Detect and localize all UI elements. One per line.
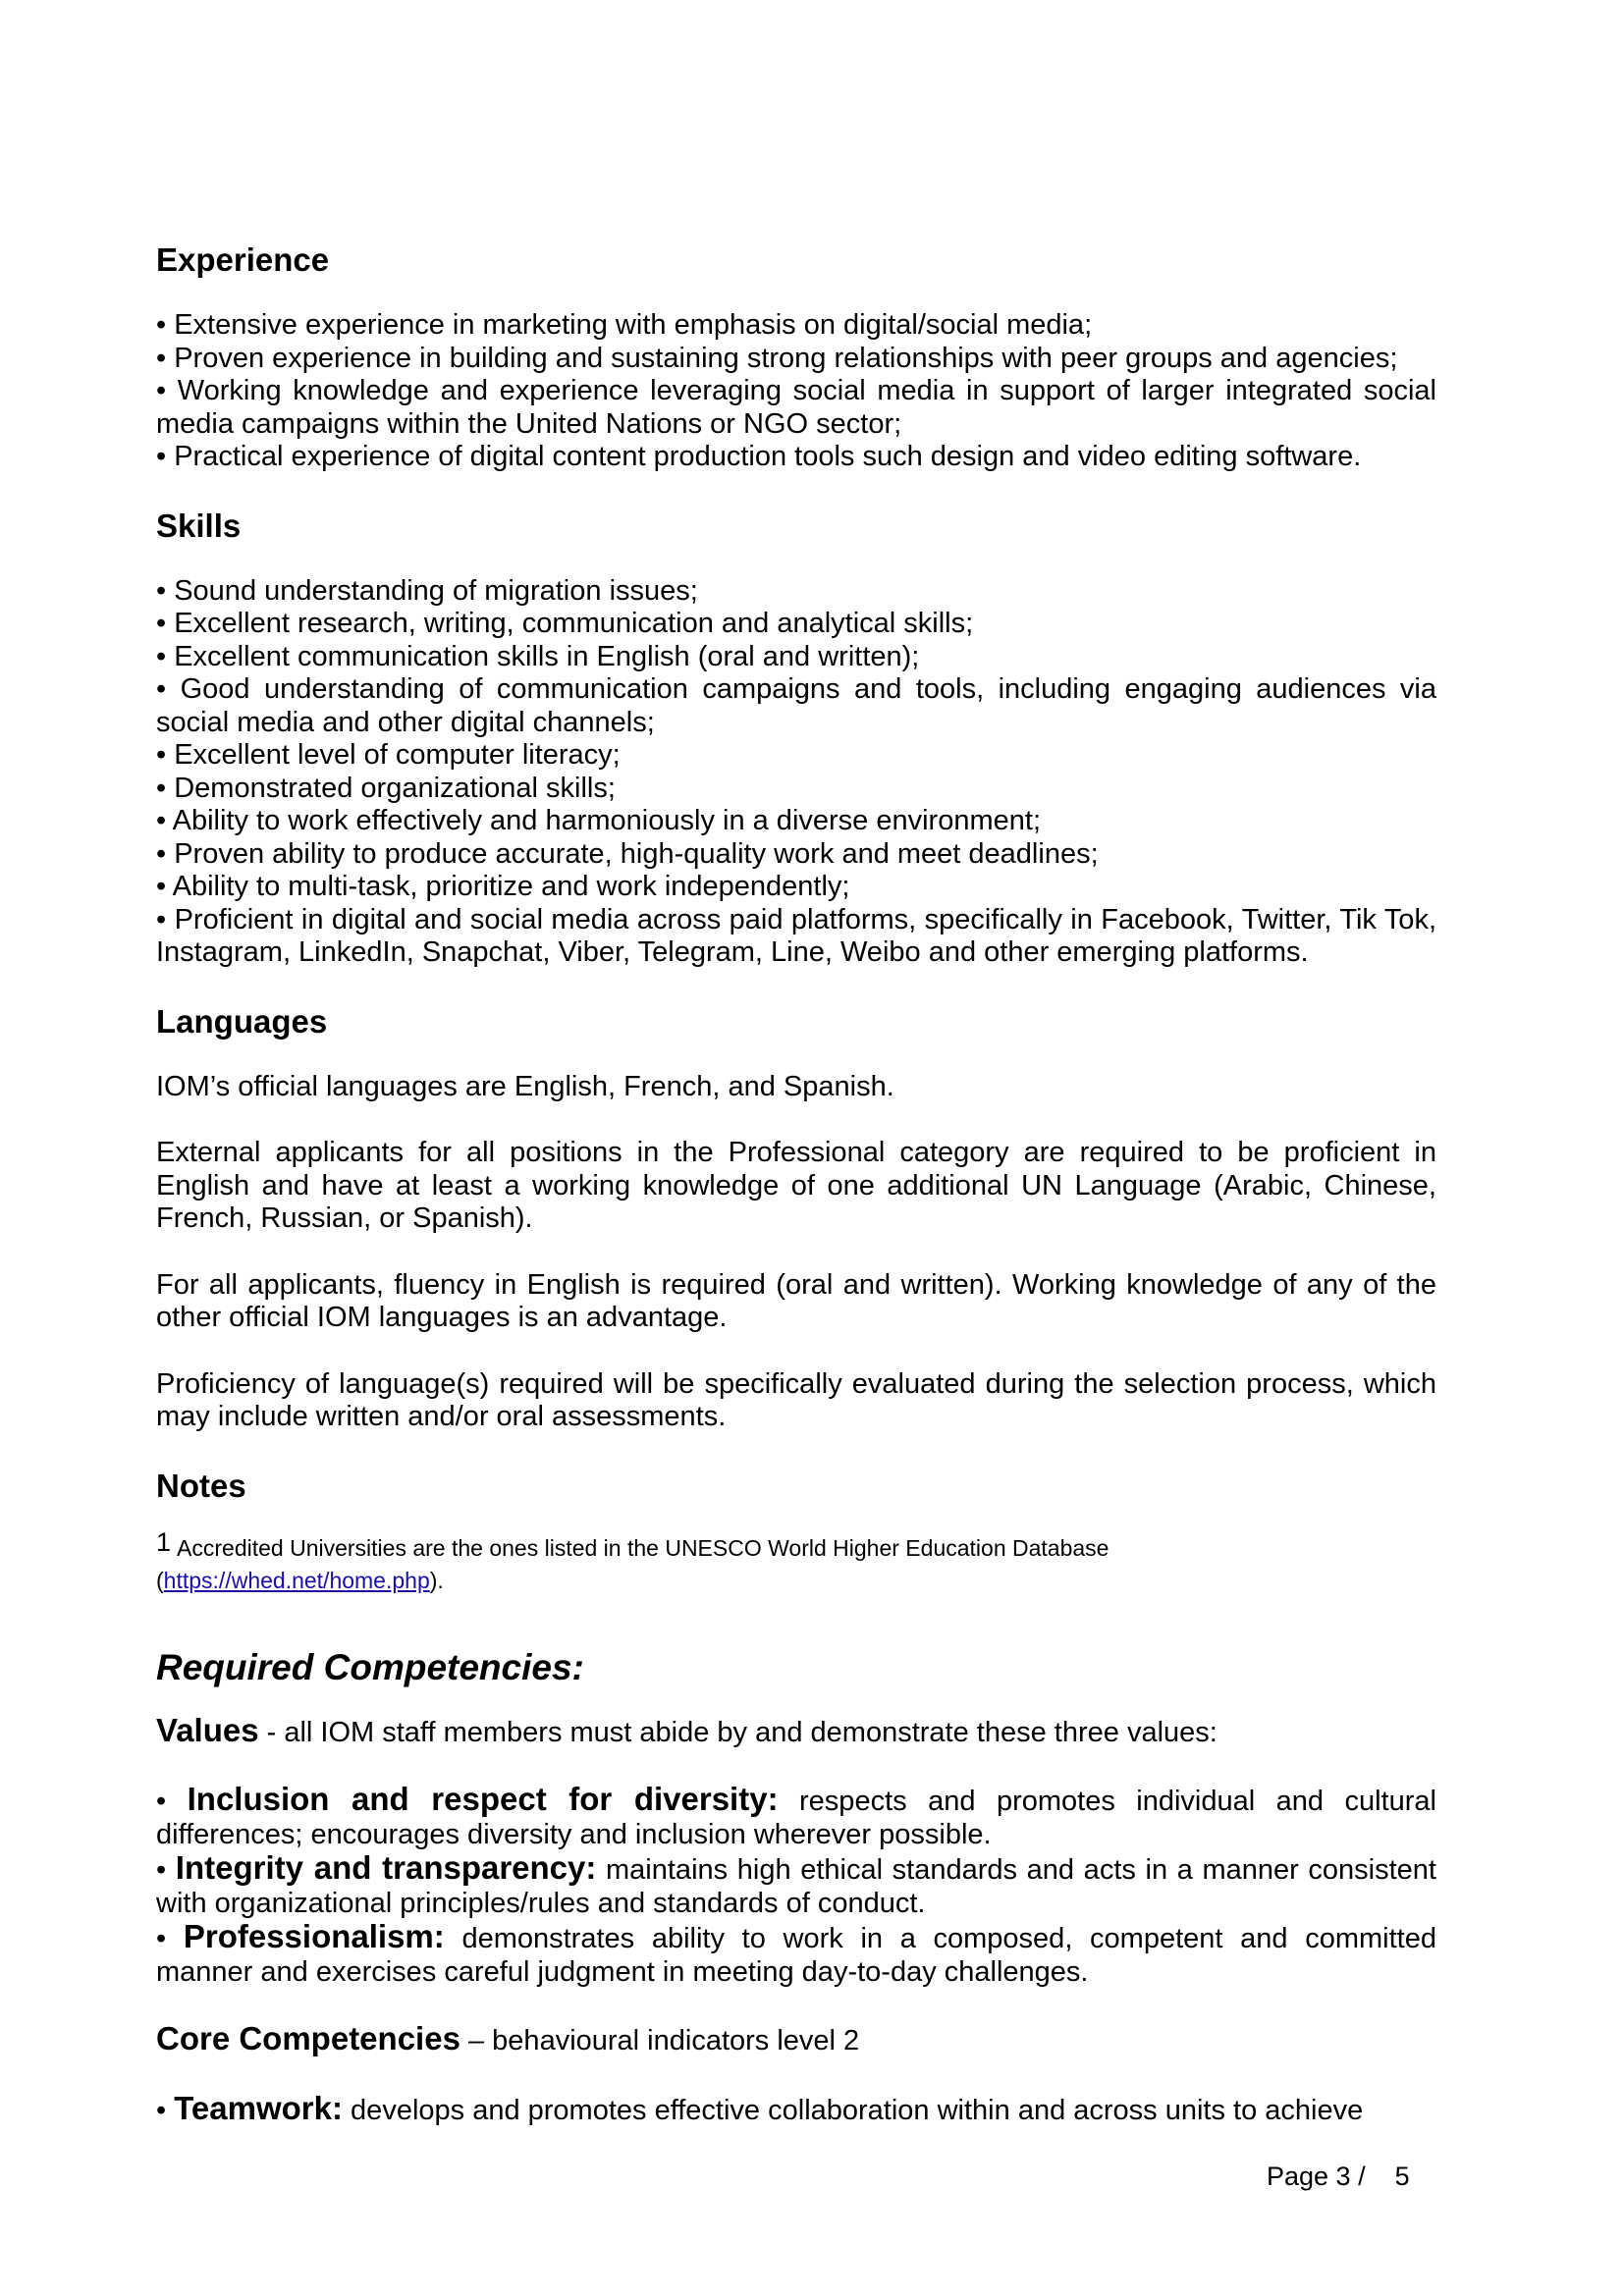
value-title: Inclusion and respect for diversity: xyxy=(187,1781,779,1817)
skills-item: • Ability to work effectively and harmoniously in a diverse environment; xyxy=(156,805,1041,836)
whed-link[interactable]: https://whed.net/home.php xyxy=(163,1567,430,1593)
core-competencies-intro xyxy=(156,2022,1436,2058)
footnote-mark: 1 xyxy=(156,1526,172,1557)
skills-item: • Excellent level of computer literacy; xyxy=(156,739,621,771)
footnote-text: Accredited Universities are the ones listed in the UNESCO World Higher Education Database xyxy=(177,1534,1109,1561)
skills-item: • Ability to multi-task, prioritize and work independently; xyxy=(156,871,850,902)
bullet: • xyxy=(156,1854,176,1886)
value-title: Integrity and transparency: xyxy=(175,1849,597,1886)
required-competencies-heading: Required Competencies: xyxy=(156,1646,584,1687)
section-heading-languages: Languages xyxy=(156,1002,328,1040)
value-item xyxy=(156,1783,1436,1851)
footnote xyxy=(156,1526,1436,1565)
value-text: demonstrates ability to work in a composed, competent and committed manner and exercises careful judgment in meeting day-to-day challenges. xyxy=(156,1923,1436,1988)
value-item xyxy=(156,1920,1436,1989)
bullet: • xyxy=(156,2094,175,2126)
skills-item: • Proficient in digital and social media across paid platforms, specifically in Facebook, Twitter, Tik Tok, Instagram, LinkedIn, Snapchat, Viber, Telegram, Line, Weibo and other emerging platforms. xyxy=(156,903,1436,968)
skills-item: • Good understanding of communication campaigns and tools, including engaging audiences via social media and other digital channels; xyxy=(156,673,1436,738)
section-heading-skills: Skills xyxy=(156,507,242,544)
footnote-link-line xyxy=(156,1565,1436,1597)
experience-item: • Practical experience of digital content production tools such design and video editing software. xyxy=(156,441,1362,472)
document-page xyxy=(156,241,1436,2127)
skills-item: • Demonstrated organizational skills; xyxy=(156,772,616,804)
skills-item: • Proven ability to produce accurate, high-quality work and meet deadlines; xyxy=(156,837,1099,870)
values-label: Values xyxy=(156,1711,259,1748)
languages-paragraph: For all applicants, fluency in English is required (oral and written). Working knowledge of any of the other official IOM languages is an advantage. xyxy=(156,1268,1436,1333)
languages-paragraph: External applicants for all positions in the Professional category are required to be proficient in English and have at least a working knowledge of one additional UN Language (Arabic, Chinese, French, Russian, or Spanish). xyxy=(156,1137,1436,1234)
value-title: Professionalism: xyxy=(183,1918,445,1954)
teamwork-item xyxy=(156,2089,1436,2128)
values-intro-text: - all IOM staff members must abide by and demonstrate these three values: xyxy=(258,1716,1217,1748)
core-competencies-text: – behavioural indicators level 2 xyxy=(460,2025,860,2056)
experience-item: • Extensive experience in marketing with emphasis on digital/social media; xyxy=(156,309,1093,341)
section-heading-experience: Experience xyxy=(156,241,330,278)
values-intro xyxy=(156,1711,1436,1750)
experience-item: • Working knowledge and experience leveraging social media in support of larger integrated social media campaigns within the United Nations or NGO sector; xyxy=(156,375,1436,440)
languages-paragraph: IOM’s official languages are English, French, and Spanish. xyxy=(156,1070,894,1102)
value-text: maintains high ethical standards and acts in a manner consistent with organizational principles/rules and standards of conduct. xyxy=(156,1854,1436,1919)
bullet: • xyxy=(156,1786,188,1817)
skills-item: • Excellent research, writing, communication and analytical skills; xyxy=(156,608,974,639)
experience-item: • Proven experience in building and sustaining strong relationships with peer groups and agencies; xyxy=(156,342,1398,374)
languages-paragraph: Proficiency of language(s) required will be specifically evaluated during the selection process, which may include written and/or oral assessments. xyxy=(156,1367,1436,1432)
teamwork-text: develops and promotes effective collaboration within and across units to achieve xyxy=(343,2094,1364,2126)
bullet: • xyxy=(156,1923,184,1954)
skills-item: • Sound understanding of migration issues; xyxy=(156,574,698,607)
value-text: respects and promotes individual and cultural differences; encourages diversity and inclusion wherever possible. xyxy=(156,1786,1436,1850)
value-item xyxy=(156,1851,1436,1920)
link-open-paren: ( xyxy=(156,1567,164,1593)
link-close-paren: ). xyxy=(429,1567,444,1593)
page-number: Page 3 / 5 xyxy=(1267,2162,1410,2191)
section-heading-notes: Notes xyxy=(156,1467,246,1504)
core-competencies-label: Core Competencies xyxy=(156,2020,460,2056)
teamwork-title: Teamwork: xyxy=(174,2089,343,2126)
skills-item: • Excellent communication skills in English (oral and written); xyxy=(156,640,920,672)
